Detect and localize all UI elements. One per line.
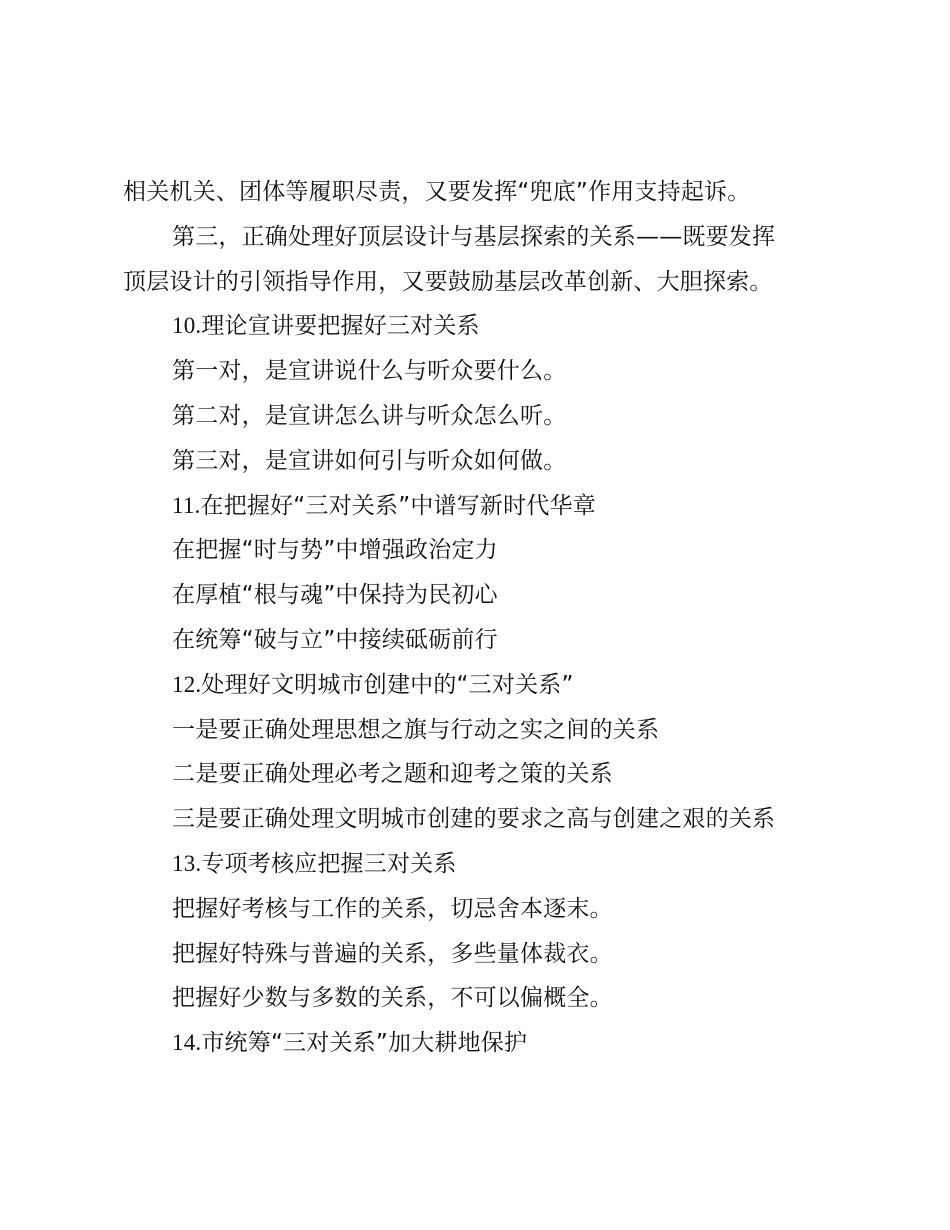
list-item: 第一对，是宣讲说什么与听众要什么。 — [172, 358, 567, 385]
list-item: 第二对，是宣讲怎么讲与听众怎么听。 — [172, 402, 567, 429]
list-item: 在厚植“根与魂”中保持为民初心 — [172, 582, 498, 609]
section-heading-10 — [123, 304, 843, 349]
section-title: 理论宣讲要把握好三对关系 — [201, 313, 480, 340]
list-item: 三是要正确处理文明城市创建的要求之高与创建之艰的关系 — [172, 806, 776, 833]
list-item: 把握好考核与工作的关系，切忌舍本逐末。 — [172, 895, 613, 922]
list-item: 在统筹“破与立”中接续砥砺前行 — [172, 626, 498, 653]
list-item: 把握好特殊与普遍的关系，多些量体裁衣。 — [172, 940, 613, 967]
section-title: 处理好文明城市创建中的“三对关系” — [201, 671, 574, 698]
list-item: 在把握“时与势”中增强政治定力 — [172, 537, 498, 564]
paragraph-third-line-2: 顶层设计的引领指导作用，又要鼓励基层改革创新、大胆探索。 — [123, 268, 773, 295]
section-number: 14. — [172, 1030, 202, 1056]
list-item: 一是要正确处理思想之旗与行动之实之间的关系 — [172, 716, 660, 743]
list-item: 第三对，是宣讲如何引与听众如何做。 — [172, 447, 567, 474]
list-item: 二是要正确处理必考之题和迎考之策的关系 — [172, 761, 613, 788]
section-heading-13 — [123, 842, 843, 887]
section-title: 专项考核应把握三对关系 — [201, 850, 457, 877]
list-item: 把握好少数与多数的关系，不可以偏概全。 — [172, 985, 613, 1012]
document-body — [123, 170, 843, 1066]
section-number: 11. — [172, 492, 201, 518]
section-heading-14 — [123, 1021, 843, 1066]
section-title: 市统筹“三对关系”加大耕地保护 — [201, 1030, 528, 1057]
section-number: 12. — [172, 671, 202, 697]
section-number: 10. — [172, 313, 202, 339]
section-heading-11 — [123, 484, 843, 529]
section-number: 13. — [172, 850, 202, 876]
paragraph-continued: 相关机关、团体等履职尽责，又要发挥“兜底”作用支持起诉。 — [123, 179, 751, 205]
paragraph-third-line-1: 第三，正确处理好顶层设计与基层探索的关系——既要发挥 — [172, 223, 776, 250]
section-heading-12 — [123, 663, 843, 708]
section-title: 在把握好“三对关系”中谱写新时代华章 — [200, 492, 596, 519]
